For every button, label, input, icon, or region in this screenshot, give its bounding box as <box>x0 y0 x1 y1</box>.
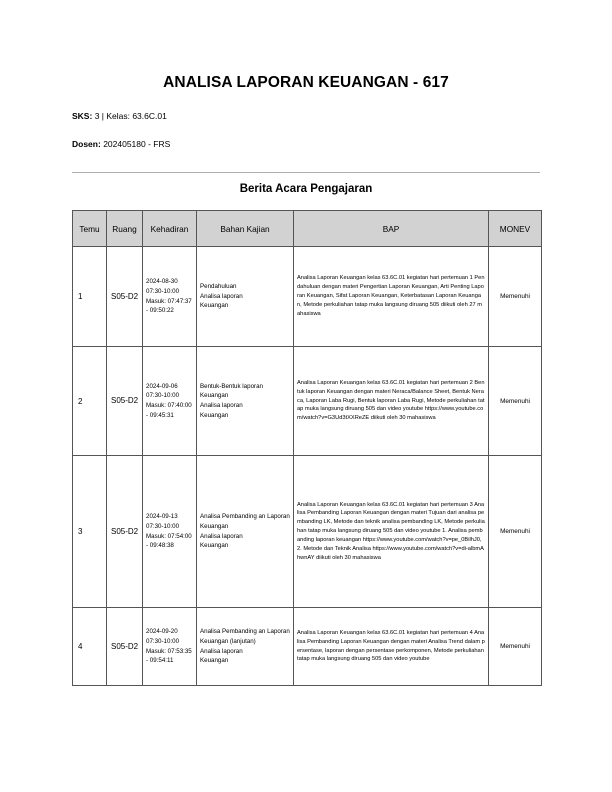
divider <box>72 172 540 173</box>
dosen-value: 202405180 - FRS <box>103 139 171 149</box>
col-header-bap: BAP <box>294 211 489 247</box>
bap-table <box>72 210 542 686</box>
dosen-label: Dosen: <box>72 139 101 149</box>
cell-ruang: S05-D2 <box>107 247 143 347</box>
col-header-bahan-kajian: Bahan Kajian <box>197 211 294 247</box>
cell-temu: 4 <box>73 608 107 686</box>
table-header-row <box>73 211 542 247</box>
cell-monev: Memenuhi <box>489 456 542 608</box>
cell-bap: Analisa Laporan Keuangan kelas 63.6C.01 kegiatan hari pertemuan 3 Analisa Pembanding Laporan Keuangan dengan materi Tujuan dari analisa pembanding LK, Metode dan teknik analisa pembanding LK, Metode perkuliahan tatap muka langsung diruang 505 dan video youtube 1. Analisa pembanding laporan keuangan https://www.youtube.com/watch?v=pe_0BilhJ0, 2. Metode dan Teknik Analisa https://www.youtube.com/watch?v=di-albmAhwnAY diikuti oleh 30 mahasiswa <box>294 456 489 608</box>
cell-bahan-kajian: Analisa Pembanding an Laporan Keuangan (lanjutan) Analisa laporan Keuangan <box>197 608 294 686</box>
cell-monev: Memenuhi <box>489 608 542 686</box>
cell-temu: 3 <box>73 456 107 608</box>
col-header-monev: MONEV <box>489 211 542 247</box>
page-title: ANALISA LAPORAN KEUANGAN - 617 <box>163 74 449 91</box>
table-row <box>73 247 542 347</box>
table-row <box>73 456 542 608</box>
cell-monev: Memenuhi <box>489 347 542 456</box>
cell-bahan-kajian: Analisa Pembanding an Laporan Keuangan Analisa laporan Keuangan <box>197 456 294 608</box>
cell-ruang: S05-D2 <box>107 347 143 456</box>
cell-ruang: S05-D2 <box>107 456 143 608</box>
lecturer-info <box>72 139 170 149</box>
sks-class-value: 3 | Kelas: 63.6C.01 <box>94 111 167 121</box>
section-title: Berita Acara Pengajaran <box>239 183 373 195</box>
cell-temu: 2 <box>73 347 107 456</box>
cell-bap: Analisa Laporan Keuangan kelas 63.6C.01 kegiatan hari pertemuan 2 Bentuk laporan Keuangan dengan materi Neraca/Balance Sheet, Bentuk Neraca, Laporan Laba Rugi, Bentuk laporan Laba Rugi, Metode perkuliahan tatap muka langsung diruang 505 dan video youtube https://www.youtube.com/watch?v=G3Ud3tXXReZE diikuti oleh 30 mahasiswa <box>294 347 489 456</box>
cell-temu: 1 <box>73 247 107 347</box>
table-row <box>73 608 542 686</box>
cell-ruang: S05-D2 <box>107 608 143 686</box>
cell-bap: Analisa Laporan Keuangan kelas 63.6C.01 kegiatan hari pertemuan 1 Pendahuluan dengan materi Pengertian Laporan Keuangan, Arti Penting Laporan Keuangan, Sifat Laporan Keuangan, Keterbatasan Laporan Keuangan, Metode perkuliahan tatap muka langsung diruang 505 diikuti oleh 27 mahasiswa <box>294 247 489 347</box>
cell-bap: Analisa Laporan Keuangan kelas 63.6C.01 kegiatan hari pertemuan 4 Analisa Pembanding Laporan Keuangan dengan materi Analisa Trend dalam persentase, laporan dengan persentase perkomponen, Metode perkuliahan tatap muka langsung diruang 505 dan video youtube <box>294 608 489 686</box>
cell-kehadiran: 2024-09-20 07:30-10:00 Masuk: 07:53:35 - 09:54:11 <box>143 608 197 686</box>
col-header-kehadiran: Kehadiran <box>143 211 197 247</box>
cell-bahan-kajian: Bentuk-Bentuk laporan Keuangan Analisa laporan Keuangan <box>197 347 294 456</box>
cell-bahan-kajian: Pendahuluan Analisa laporan Keuangan <box>197 247 294 347</box>
sks-class-info <box>72 111 167 121</box>
col-header-ruang: Ruang <box>107 211 143 247</box>
cell-kehadiran: 2024-08-30 07:30-10:00 Masuk: 07:47:37 - 09:50:22 <box>143 247 197 347</box>
table-row <box>73 347 542 456</box>
cell-kehadiran: 2024-09-13 07:30-10:00 Masuk: 07:54:00 - 09:48:38 <box>143 456 197 608</box>
cell-monev: Memenuhi <box>489 247 542 347</box>
col-header-temu: Temu <box>73 211 107 247</box>
sks-label: SKS: <box>72 111 93 121</box>
cell-kehadiran: 2024-09-06 07:30-10:00 Masuk: 07:40:00 - 09:45:31 <box>143 347 197 456</box>
